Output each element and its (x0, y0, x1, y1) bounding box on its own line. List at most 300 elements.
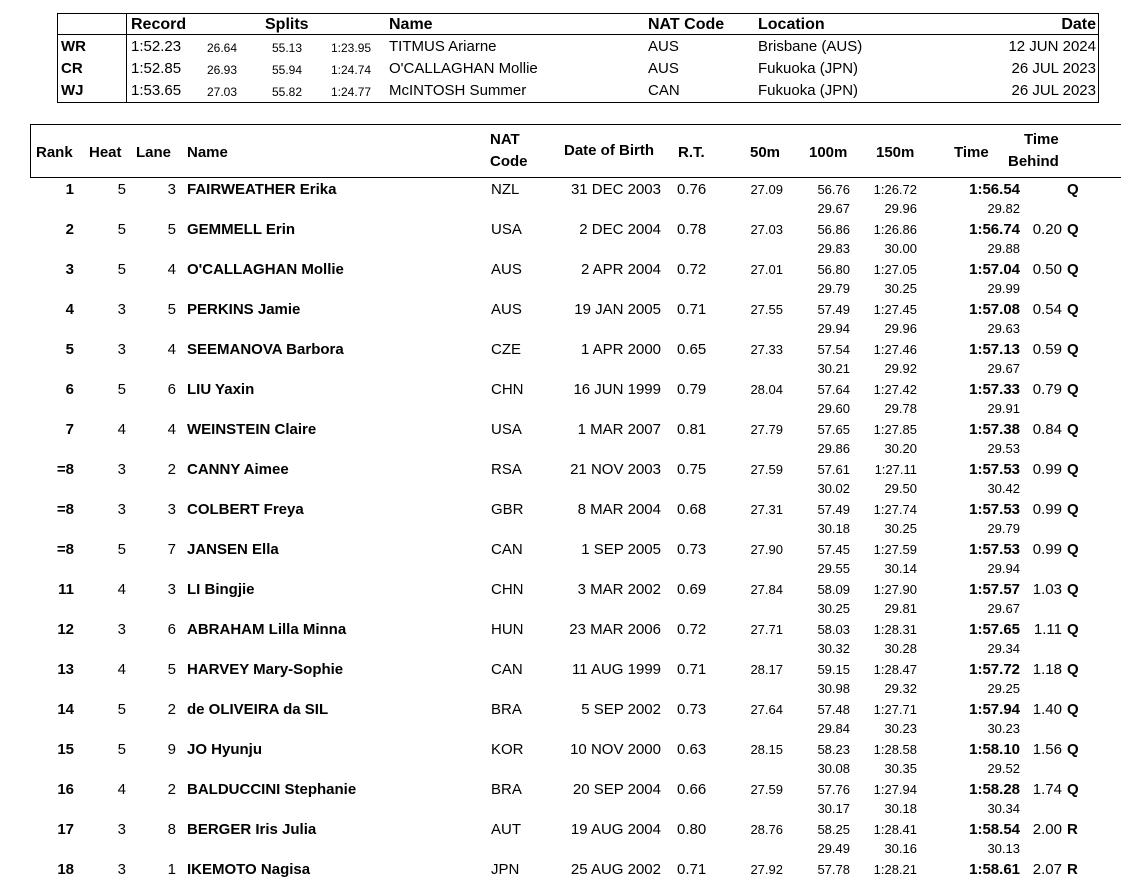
nat-code: BRA (491, 781, 522, 798)
lap-split-100m: 29.79 (817, 281, 850, 296)
rank: =8 (56, 501, 74, 518)
header-time: Time (954, 144, 989, 161)
record-split-50: 27.03 (207, 85, 238, 99)
qualification-mark: Q (1067, 341, 1079, 358)
lap-split-150m: 30.28 (884, 641, 917, 656)
header-100m: 100m (809, 144, 848, 161)
record-nat: AUS (648, 38, 679, 55)
lane: 3 (167, 501, 176, 518)
record-location: Brisbane (AUS) (758, 38, 863, 55)
split-50m: 27.31 (750, 502, 783, 517)
split-150m: 1:27.42 (873, 382, 917, 397)
heat: 3 (117, 501, 126, 518)
date-of-birth: 19 JAN 2005 (574, 301, 661, 318)
time-behind: 0.20 (1032, 221, 1062, 238)
qualification-mark: Q (1067, 501, 1079, 518)
nat-code: GBR (491, 501, 524, 518)
lane: 8 (167, 821, 176, 838)
lap-split-200m: 29.91 (987, 401, 1020, 416)
date-of-birth: 1 APR 2000 (580, 341, 661, 358)
header-time-behind-1: Time (1024, 131, 1059, 148)
time-behind: 0.84 (1032, 421, 1062, 438)
rank: 4 (65, 301, 74, 318)
nat-code: HUN (491, 621, 524, 638)
records-header-record: Record (131, 16, 187, 33)
date-of-birth: 1 SEP 2005 (581, 541, 661, 558)
athlete-name: JANSEN Ella (187, 541, 279, 558)
nat-code: AUS (491, 301, 522, 318)
reaction-time: 0.71 (677, 661, 707, 678)
lap-split-100m: 30.32 (817, 641, 850, 656)
athlete-name: LI Bingjie (187, 581, 255, 598)
reaction-time: 0.73 (677, 701, 707, 718)
record-date: 26 JUL 2023 (1011, 60, 1096, 77)
header-heat: Heat (89, 144, 122, 161)
heat: 3 (117, 621, 126, 638)
qualification-mark: Q (1067, 181, 1079, 198)
date-of-birth: 20 SEP 2004 (572, 781, 661, 798)
lap-split-150m: 30.20 (884, 441, 917, 456)
date-of-birth: 31 DEC 2003 (570, 181, 661, 198)
rank: 18 (57, 861, 74, 878)
split-50m: 27.59 (750, 782, 783, 797)
lap-split-150m: 29.96 (884, 201, 917, 216)
date-of-birth: 11 AUG 1999 (572, 661, 661, 678)
heat: 4 (117, 661, 126, 678)
split-50m: 27.01 (750, 262, 783, 277)
reaction-time: 0.72 (677, 621, 707, 638)
athlete-name: IKEMOTO Nagisa (187, 861, 311, 878)
final-time: 1:57.08 (969, 301, 1020, 318)
rank: 17 (57, 821, 74, 838)
athlete-name: SEEMANOVA Barbora (187, 341, 344, 358)
lap-split-200m: 30.23 (987, 721, 1020, 736)
record-holder-name: McINTOSH Summer (389, 82, 527, 99)
lap-split-200m: 29.63 (987, 321, 1020, 336)
header-150m: 150m (876, 144, 915, 161)
lap-split-150m: 29.32 (884, 681, 917, 696)
date-of-birth: 10 NOV 2000 (570, 741, 661, 758)
lap-split-100m: 29.84 (817, 721, 850, 736)
split-150m: 1:28.58 (873, 742, 917, 757)
time-behind: 2.00 (1032, 821, 1062, 838)
final-time: 1:57.57 (969, 581, 1020, 598)
record-location: Fukuoka (JPN) (758, 60, 859, 77)
lane: 7 (167, 541, 176, 558)
qualification-mark: Q (1067, 621, 1079, 638)
final-time: 1:57.53 (969, 501, 1020, 518)
record-split-100: 55.13 (272, 41, 303, 55)
records-header-date: Date (1061, 16, 1096, 33)
split-100m: 57.49 (817, 502, 850, 517)
record-split-150: 1:24.74 (331, 63, 372, 77)
record-date: 26 JUL 2023 (1011, 82, 1096, 99)
rank: 16 (57, 781, 74, 798)
record-time: 1:52.85 (131, 60, 182, 77)
record-time: 1:53.65 (131, 82, 182, 99)
date-of-birth: 8 MAR 2004 (577, 501, 661, 518)
athlete-name: WEINSTEIN Claire (187, 421, 317, 438)
lap-split-150m: 29.78 (884, 401, 917, 416)
lap-split-100m: 30.18 (817, 521, 850, 536)
heat: 5 (117, 261, 126, 278)
reaction-time: 0.72 (677, 261, 707, 278)
athlete-name: JO Hyunju (187, 741, 263, 758)
qualification-mark: Q (1067, 301, 1079, 318)
rank: 13 (57, 661, 74, 678)
athlete-name: LIU Yaxin (187, 381, 255, 398)
date-of-birth: 19 AUG 2004 (570, 821, 661, 838)
split-150m: 1:27.59 (873, 542, 917, 557)
heat: 3 (117, 461, 126, 478)
reaction-time: 0.68 (677, 501, 707, 518)
header-date-of-birth: Date of Birth (564, 142, 654, 159)
heat: 4 (117, 781, 126, 798)
split-150m: 1:28.47 (873, 662, 917, 677)
lap-split-150m: 29.50 (884, 481, 917, 496)
time-behind: 1.11 (1033, 621, 1062, 638)
split-150m: 1:28.21 (873, 862, 917, 877)
time-behind: 0.99 (1032, 461, 1062, 478)
split-150m: 1:27.94 (873, 782, 917, 797)
rank: 15 (57, 741, 74, 758)
nat-code: CHN (491, 581, 524, 598)
split-100m: 58.03 (817, 622, 850, 637)
lap-split-200m: 29.67 (987, 361, 1020, 376)
heat: 4 (117, 421, 126, 438)
records-header-divider (58, 34, 1098, 35)
lap-split-200m: 29.67 (987, 601, 1020, 616)
header-reaction-time: R.T. (678, 144, 705, 161)
split-150m: 1:27.85 (873, 422, 917, 437)
split-50m: 27.79 (750, 422, 783, 437)
split-50m: 27.33 (750, 342, 783, 357)
lap-split-150m: 30.14 (884, 561, 917, 576)
qualification-mark: Q (1067, 581, 1079, 598)
final-time: 1:58.61 (969, 861, 1020, 878)
lap-split-100m: 29.55 (817, 561, 850, 576)
split-50m: 27.03 (750, 222, 783, 237)
reaction-time: 0.69 (677, 581, 707, 598)
split-150m: 1:26.72 (873, 182, 917, 197)
final-time: 1:57.53 (969, 541, 1020, 558)
time-behind: 1.40 (1032, 701, 1062, 718)
qualification-mark: R (1067, 861, 1078, 878)
lap-split-100m: 30.21 (817, 361, 850, 376)
athlete-name: CANNY Aimee (187, 461, 289, 478)
split-100m: 59.15 (817, 662, 850, 677)
rank: 6 (65, 381, 74, 398)
time-behind: 0.50 (1032, 261, 1062, 278)
record-split-150: 1:23.95 (331, 41, 372, 55)
rank: 7 (65, 421, 74, 438)
records-header-location: Location (758, 16, 825, 33)
split-100m: 56.76 (817, 182, 850, 197)
qualification-mark: Q (1067, 221, 1079, 238)
record-split-50: 26.93 (207, 63, 238, 77)
lane: 2 (167, 701, 176, 718)
record-location: Fukuoka (JPN) (758, 82, 859, 99)
qualification-mark: Q (1067, 261, 1079, 278)
lane: 3 (167, 581, 176, 598)
results-header-left-rule (30, 124, 31, 178)
rank: 5 (65, 341, 74, 358)
heat: 5 (117, 181, 126, 198)
reaction-time: 0.71 (677, 301, 707, 318)
lane: 4 (167, 421, 176, 438)
header-name: Name (187, 144, 228, 161)
nat-code: RSA (491, 461, 522, 478)
results-header-bottom-rule (30, 177, 1121, 178)
qualification-mark: Q (1067, 381, 1079, 398)
athlete-name: HARVEY Mary-Sophie (187, 661, 344, 678)
final-time: 1:57.53 (969, 461, 1020, 478)
results-header-top-rule (30, 124, 1121, 125)
time-behind: 1.74 (1032, 781, 1062, 798)
records-header-nat: NAT Code (648, 16, 725, 33)
lap-split-150m: 29.96 (884, 321, 917, 336)
qualification-mark: R (1067, 821, 1078, 838)
split-100m: 57.54 (817, 342, 850, 357)
date-of-birth: 5 SEP 2002 (581, 701, 661, 718)
time-behind: 2.07 (1032, 861, 1062, 878)
record-date: 12 JUN 2024 (1008, 38, 1096, 55)
date-of-birth: 1 MAR 2007 (577, 421, 661, 438)
lane: 5 (167, 221, 176, 238)
nat-code: KOR (491, 741, 524, 758)
split-100m: 56.86 (817, 222, 850, 237)
record-nat: CAN (648, 82, 680, 99)
nat-code: CAN (491, 661, 523, 678)
split-100m: 57.61 (817, 462, 850, 477)
date-of-birth: 21 NOV 2003 (570, 461, 661, 478)
split-150m: 1:26.86 (873, 222, 917, 237)
lap-split-200m: 29.25 (987, 681, 1020, 696)
qualification-mark: Q (1067, 701, 1079, 718)
split-100m: 57.49 (817, 302, 850, 317)
lap-split-100m: 30.25 (817, 601, 850, 616)
heat: 3 (117, 861, 126, 878)
split-50m: 27.71 (750, 622, 783, 637)
lap-split-200m: 30.34 (987, 801, 1020, 816)
lap-split-150m: 29.81 (884, 601, 917, 616)
reaction-time: 0.78 (677, 221, 707, 238)
lap-split-100m: 29.83 (817, 241, 850, 256)
lap-split-200m: 30.42 (987, 481, 1020, 496)
split-100m: 57.76 (817, 782, 850, 797)
time-behind: 0.79 (1032, 381, 1062, 398)
split-100m: 57.65 (817, 422, 850, 437)
lap-split-100m: 29.60 (817, 401, 850, 416)
qualification-mark: Q (1067, 781, 1079, 798)
split-150m: 1:27.90 (873, 582, 917, 597)
nat-code: AUT (491, 821, 521, 838)
final-time: 1:58.10 (969, 741, 1020, 758)
record-nat: AUS (648, 60, 679, 77)
record-split-150: 1:24.77 (331, 85, 372, 99)
rank: =8 (56, 461, 74, 478)
final-time: 1:57.38 (969, 421, 1020, 438)
reaction-time: 0.75 (677, 461, 707, 478)
final-time: 1:57.33 (969, 381, 1020, 398)
lap-split-200m: 30.13 (987, 841, 1020, 856)
lane: 4 (167, 341, 176, 358)
split-100m: 58.23 (817, 742, 850, 757)
lane: 1 (167, 861, 176, 878)
split-150m: 1:27.45 (873, 302, 917, 317)
lap-split-200m: 29.34 (987, 641, 1020, 656)
rank: 11 (58, 581, 74, 598)
date-of-birth: 25 AUG 2002 (570, 861, 661, 878)
athlete-name: BALDUCCINI Stephanie (187, 781, 357, 798)
split-100m: 57.64 (817, 382, 850, 397)
lap-split-150m: 30.00 (884, 241, 917, 256)
split-50m: 27.92 (750, 862, 783, 877)
record-time: 1:52.23 (131, 38, 182, 55)
lap-split-100m: 30.17 (817, 801, 850, 816)
rank: 2 (65, 221, 74, 238)
nat-code: BRA (491, 701, 522, 718)
nat-code: CHN (491, 381, 524, 398)
qualification-mark: Q (1067, 461, 1079, 478)
lane: 4 (167, 261, 176, 278)
athlete-name: PERKINS Jamie (187, 301, 301, 318)
reaction-time: 0.73 (677, 541, 707, 558)
lane: 2 (167, 461, 176, 478)
heat: 5 (117, 541, 126, 558)
athlete-name: BERGER Iris Julia (187, 821, 317, 838)
rank: 14 (57, 701, 74, 718)
athlete-name: de OLIVEIRA da SIL (187, 701, 329, 718)
split-50m: 27.64 (750, 702, 783, 717)
split-50m: 28.04 (750, 382, 783, 397)
records-header-name: Name (389, 16, 433, 33)
qualification-mark: Q (1067, 661, 1079, 678)
nat-code: AUS (491, 261, 522, 278)
lap-split-100m: 30.02 (817, 481, 850, 496)
lane: 5 (167, 301, 176, 318)
lane: 3 (167, 181, 176, 198)
lap-split-150m: 30.18 (884, 801, 917, 816)
lap-split-200m: 29.82 (987, 201, 1020, 216)
date-of-birth: 2 DEC 2004 (579, 221, 661, 238)
nat-code: USA (491, 221, 522, 238)
qualification-mark: Q (1067, 421, 1079, 438)
athlete-name: GEMMELL Erin (187, 221, 296, 238)
athlete-name: ABRAHAM Lilla Minna (187, 621, 347, 638)
date-of-birth: 23 MAR 2006 (569, 621, 661, 638)
date-of-birth: 2 APR 2004 (580, 261, 661, 278)
time-behind: 0.54 (1032, 301, 1062, 318)
lap-split-100m: 29.86 (817, 441, 850, 456)
time-behind: 1.18 (1032, 661, 1062, 678)
reaction-time: 0.79 (677, 381, 707, 398)
reaction-time: 0.76 (677, 181, 707, 198)
header-nat: NAT (490, 131, 520, 148)
nat-code: CZE (491, 341, 521, 358)
time-behind: 1.03 (1032, 581, 1062, 598)
lane: 5 (167, 661, 176, 678)
rank: 12 (57, 621, 74, 638)
nat-code: CAN (491, 541, 523, 558)
nat-code: USA (491, 421, 522, 438)
split-100m: 56.80 (817, 262, 850, 277)
reaction-time: 0.81 (677, 421, 707, 438)
final-time: 1:57.13 (969, 341, 1020, 358)
lane: 2 (167, 781, 176, 798)
record-code: CR (61, 60, 83, 77)
time-behind: 0.99 (1032, 501, 1062, 518)
header-time-behind-2: Behind (1008, 153, 1059, 170)
split-50m: 27.84 (750, 582, 783, 597)
heat: 5 (117, 741, 126, 758)
record-split-100: 55.82 (272, 85, 303, 99)
heat: 3 (117, 341, 126, 358)
lap-split-150m: 30.23 (884, 721, 917, 736)
lap-split-200m: 29.79 (987, 521, 1020, 536)
lane: 6 (167, 381, 176, 398)
final-time: 1:56.74 (969, 221, 1020, 238)
split-100m: 57.45 (817, 542, 850, 557)
heat: 5 (117, 701, 126, 718)
qualification-mark: Q (1067, 741, 1079, 758)
record-holder-name: O'CALLAGHAN Mollie (389, 60, 538, 77)
header-rank: Rank (36, 144, 73, 161)
split-50m: 28.17 (750, 662, 783, 677)
nat-code: NZL (491, 181, 520, 198)
lap-split-100m: 29.49 (817, 841, 850, 856)
split-150m: 1:27.46 (873, 342, 917, 357)
nat-code: JPN (491, 861, 520, 878)
header-nat-code: Code (490, 153, 528, 170)
lap-split-150m: 30.25 (884, 521, 917, 536)
lap-split-100m: 30.08 (817, 761, 850, 776)
qualification-mark: Q (1067, 541, 1079, 558)
reaction-time: 0.66 (677, 781, 707, 798)
split-150m: 1:27.05 (873, 262, 917, 277)
lap-split-150m: 30.25 (884, 281, 917, 296)
records-header-splits: Splits (265, 16, 309, 33)
reaction-time: 0.80 (677, 821, 707, 838)
record-split-100: 55.94 (272, 63, 303, 77)
lap-split-150m: 30.16 (884, 841, 917, 856)
lap-split-150m: 29.92 (884, 361, 917, 376)
final-time: 1:57.72 (969, 661, 1020, 678)
final-time: 1:57.65 (969, 621, 1020, 638)
lap-split-200m: 29.53 (987, 441, 1020, 456)
lap-split-100m: 29.94 (817, 321, 850, 336)
split-50m: 28.76 (750, 822, 783, 837)
header-lane: Lane (136, 144, 172, 161)
final-time: 1:56.54 (969, 181, 1020, 198)
lap-split-150m: 30.35 (884, 761, 917, 776)
reaction-time: 0.63 (677, 741, 707, 758)
lap-split-200m: 29.99 (987, 281, 1020, 296)
athlete-name: O'CALLAGHAN Mollie (187, 261, 344, 278)
athlete-name: COLBERT Freya (187, 501, 304, 518)
final-time: 1:57.94 (969, 701, 1020, 718)
time-behind: 1.56 (1032, 741, 1062, 758)
reaction-time: 0.71 (677, 861, 707, 878)
lap-split-200m: 29.88 (987, 241, 1020, 256)
split-150m: 1:27.71 (873, 702, 917, 717)
lane: 9 (167, 741, 176, 758)
rank: =8 (56, 541, 74, 558)
athlete-name: FAIRWEATHER Erika (187, 181, 337, 198)
heat: 4 (117, 581, 126, 598)
record-code: WJ (61, 82, 84, 99)
time-behind: 0.99 (1032, 541, 1062, 558)
